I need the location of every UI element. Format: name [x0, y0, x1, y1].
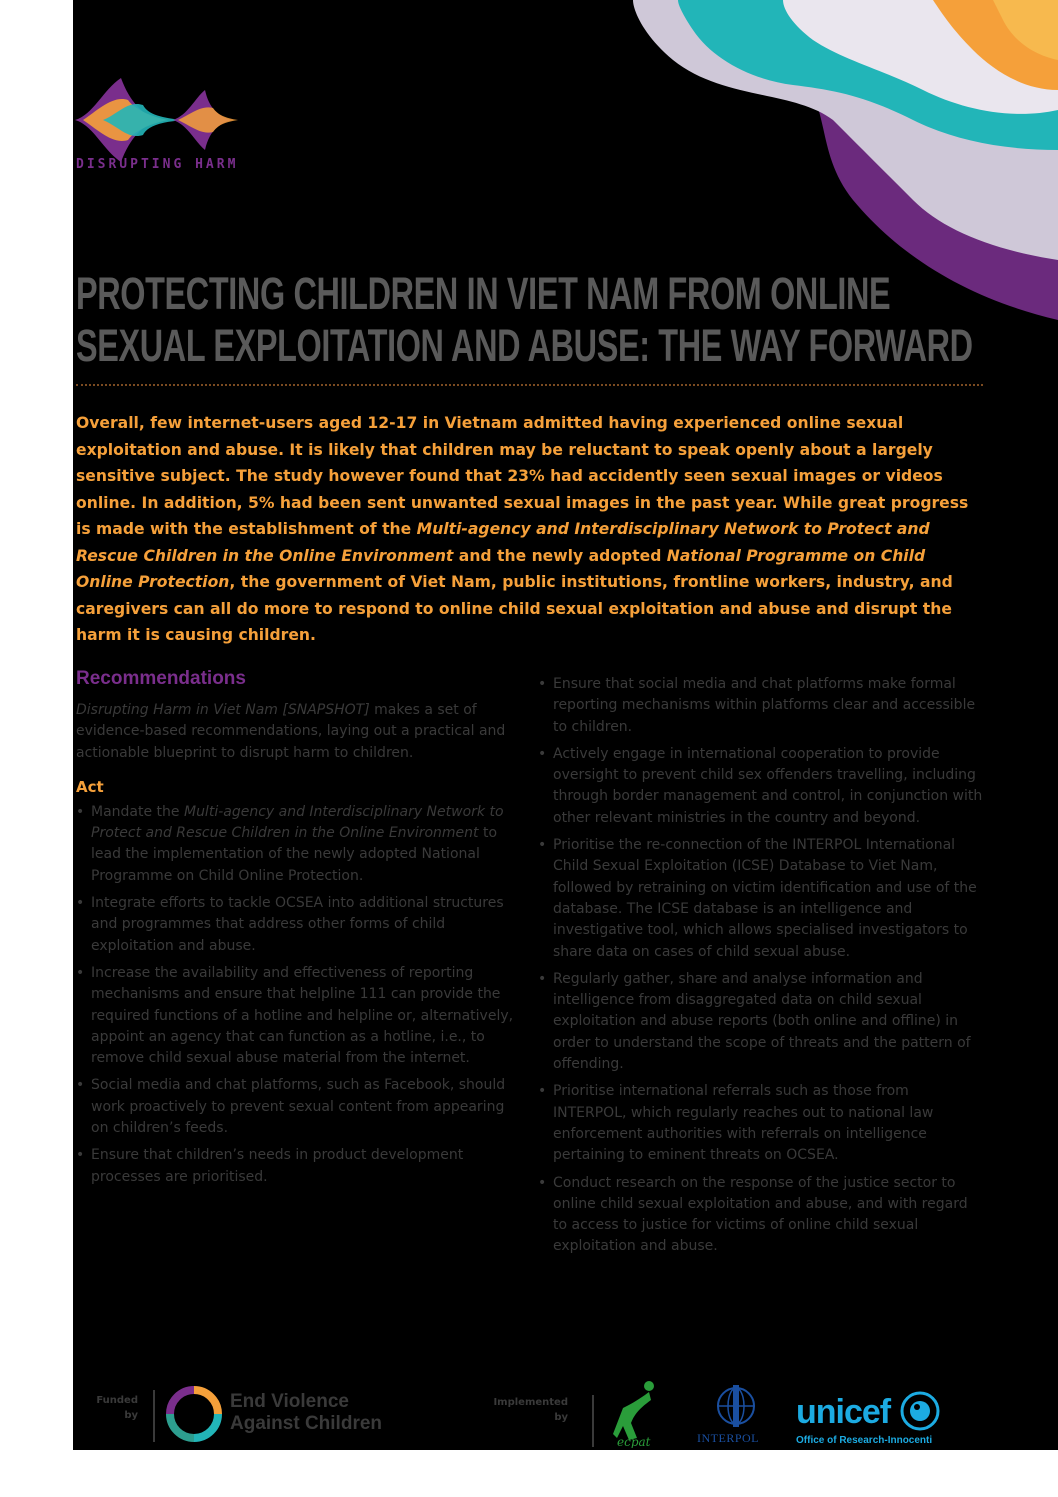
- unicef-emblem-icon: [900, 1391, 940, 1431]
- list-item: • Conduct research on the response of the justice sector to online child sexual exploitation and abuse, and with regard to access to justice for victims of online child sexual exploitation and abuse.: [538, 1174, 968, 1255]
- logo-text: DISRUPTING HARM: [76, 157, 239, 172]
- left-column: [76, 668, 516, 1194]
- interpol-text: INTERPOL: [697, 1431, 759, 1445]
- recommendations-intro: Disrupting Harm in Viet Nam [SNAPSHOT] makes a set of evidence-based recommendations, laying out a practical and actionable blueprint to disrupt harm to children.: [76, 702, 506, 761]
- footer-divider: [153, 1390, 155, 1442]
- footer-divider-2: [592, 1395, 594, 1447]
- intro-paragraph: Overall, few internet-users aged 12-17 in Vietnam admitted having experienced online sexual exploitation and abuse. It is likely that children may be reluctant to speak openly about a largely sensitive subject. The study however found that 23% had accidently seen sexual images or videos online. In addition, 5% had been sent unwanted sexual images in the past year. While great progress is made with the establishment of the Multi-agency and Interdisciplinary Network to Protect and Rescue Children in the Online Environment and the newly adopted National Programme on Child Online Protection, the government of Viet Nam, public institutions, frontline workers, industry, and caregivers can all do more to respond to online child sexual exploitation and abuse and disrupt the harm it is causing children.: [76, 414, 969, 644]
- interpol-emblem-icon: [713, 1383, 759, 1429]
- document-page: [73, 0, 1058, 1450]
- end-violence-text: End Violence Against Children: [230, 1391, 383, 1434]
- list-item: • Ensure that children’s needs in product development processes are prioritised.: [76, 1147, 464, 1185]
- list-item: • Integrate efforts to tackle OCSEA into additional structures and programmes that address other forms of child exploitation and abuse.: [76, 895, 504, 954]
- page-title: [76, 268, 976, 372]
- act-heading: Act: [76, 777, 104, 796]
- list-item: • Prioritise international referrals such as those from INTERPOL, which regularly reaches out to national law enforcement authorities with referrals on intelligence pertaining to eminent threats on OCSEA.: [538, 1083, 934, 1164]
- recommendations-heading: Recommendations: [76, 668, 246, 689]
- ecpat-logo-icon: [613, 1378, 663, 1448]
- unicef-subtitle: Office of Research-Innocenti: [796, 1435, 933, 1446]
- list-item: • Ensure that social media and chat platforms make formal reporting mechanisms within platforms clear and accessible to children.: [538, 676, 976, 735]
- svg-text:ecpat: ecpat: [617, 1435, 651, 1448]
- act-list-continued: [538, 674, 983, 1258]
- act-list: [76, 802, 516, 1188]
- title-line-1: PROTECTING CHILDREN IN VIET NAM FROM ONLINE: [76, 268, 891, 319]
- end-violence-logo-icon: [166, 1386, 222, 1442]
- dotted-divider: [76, 384, 983, 386]
- list-item: • Prioritise the re-connection of the INTERPOL International Child Sexual Exploitation (ICSE) Database to Viet Nam, followed by retraining on victim identification and use of the database. The ICSE database is an intelligence and investigative tool, which allows specialised investigators to share data on cases of child sexual abuse.: [538, 837, 977, 960]
- list-item: • Actively engage in international cooperation to provide oversight to prevent child sex offenders travelling, including through border management and control, in conjunction with other relevant ministries in the country and beyond.: [538, 745, 983, 826]
- funded-by-label: Funded by: [96, 1395, 138, 1421]
- list-item: • Regularly gather, share and analyse information and intelligence from disaggregated data on child sexual exploitation and abuse reports (both online and offline) in order to understand the scope of threats and the pattern of offending.: [538, 970, 971, 1073]
- title-line-2: SEXUAL EXPLOITATION AND ABUSE: THE WAY FORWARD: [76, 320, 973, 371]
- list-item: • Social media and chat platforms, such as Facebook, should work proactively to prevent sexual content from appearing on children’s feeds.: [76, 1077, 506, 1137]
- right-column: [538, 674, 983, 1264]
- implemented-by-label: Implemented by: [493, 1397, 568, 1423]
- list-item: • Increase the availability and effectiveness of reporting mechanisms and ensure that helpline 111 can provide the required functions of a hotline and helpline or, alternatively, appoint an agency that can function as a hotline, i.e., to remove child sexual abuse material from the internet.: [76, 964, 514, 1067]
- list-item: • Mandate the Multi-agency and Interdisciplinary Network to Protect and Rescue Children in the Online Environment to lead the implementation of the newly adopted National Programme on Child Online Protection.: [76, 803, 504, 884]
- unicef-wordmark: unicef: [796, 1393, 891, 1431]
